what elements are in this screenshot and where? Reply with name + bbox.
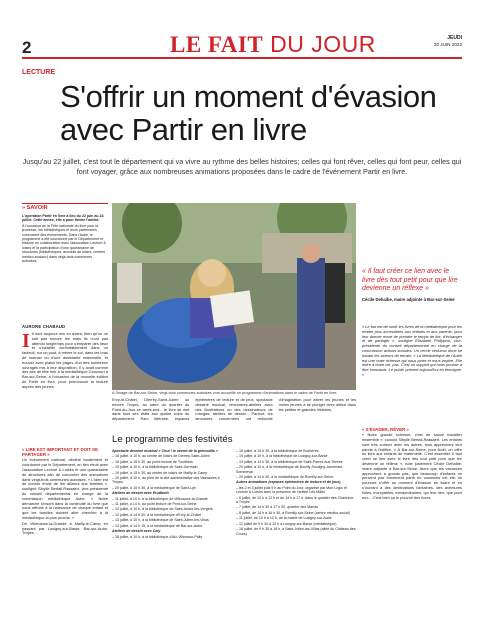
standfirst: Jusqu'au 22 juillet, c'est tout le département qui va vivre au rythme des belles histoires; celles qui font rêver, celles qui font peur, celles qui font voyager, grâce aux nombreuses animations proposées dans le cadre de l'événement Partir en livre. [22, 157, 462, 176]
programme-entry: – 18 juillet, à 15 h 30, au point-lecture de Torvilliers [112, 459, 193, 464]
body-paragraph: « Le but est de sortir les livres de la médiathèque pour les rendre plus accessibles aux enfants et aux parents, pour leur donner envie de prendre le temps de lire, d'échanger et de partager », souligne Élisabeth Philippon, vice-présidente du conseil départemental en charge de la commission actions sociales. Un cercle vertueux donc se tissant les acteurs de terrain. « La Médiathèque de l'Aube est une vraie richesse qui nous porte et nous inspire. Elle entre à notre vie, pas. C'est un support qui nous pousse à être innovants. Le public présent aujourd'hui en témoigne. » [362, 324, 462, 377]
programme-entry: – 19 juillet, à 15 h 30, au centre de loisirs de Mailly-le-Camp [112, 470, 208, 475]
programme-entry: – 12 juillet de 9 h 30 à 12 h à Lusigny-sur-Barse (médiathèque) [236, 521, 337, 526]
programme-entry: – 11 juillet, à 14 h, au point lecture de Pont-sur-Seine [112, 502, 197, 507]
quote-box-text: Un événement national, décliné localement et coordonné par le Département, en lien étroit avec l'association Lecture & Loisirs et une quarantaine de structures afin de concocter des animations dans vingt-trois communes auboises. « L'idée est de donner envie de lire ailleurs aux familles », souligne Sibylle Bertail-Rassaert, vice-présidente du conseil départemental en charge de la commission médiathèque Aube. « Notre démarche s'inscrit dans la continuité du livre que nous offrons à la naissance de chaque enfant et que les familles doivent aller chercher à la médiathèque la plus proche. » [22, 457, 108, 520]
programme-entry: Spectacle dessiné musical « Chut ! le secret de la grenouille » [112, 449, 218, 453]
programme-title: Le programme des festivités [112, 434, 233, 445]
programme-entry: – 7 juillet, de 14 h 30 à 17 h 30, quartier des Marots [236, 505, 319, 510]
quote-box-title: « LIRE EST IMPORTANT ET DOIT SE PARTAGER » [22, 447, 99, 458]
box-2-title: « S'ÉVADER, RÊVER » [362, 427, 409, 432]
body-column-3 [362, 325, 462, 379]
pull-quote [362, 268, 462, 302]
photo-caption: À l'image de Bar-sur-Seine, vingt-trois communes auboises vont accueillir un programme d'animations dans le cadre de Partir en livre. [112, 391, 338, 395]
programme-entry: – les 2 et 3 juillet puis 9 h au Point du Jour, organisé par Mon Logis et Lecture & Loisirs avec la présence de l'artiste Léo Malki [236, 485, 347, 495]
headline-line-1: S'offrir un moment d'évasion [60, 79, 437, 114]
programme-column-2 [236, 449, 356, 537]
box-2-text: « Notre grande richesse, c'est de savoir travailler ensemble », conclut Sibylle Bertail-Rassaert. Les enfants sont très curieux avec les autres, tous apprennent leur parole à l'édifice. « À Bar-sur-Seine, pour Noël, on offre un livre aux enfants de maternelle. C'est essentiel. Il faut créer ce lien avec le livre dès tout petit pour que lire devienne un réflexe », note justement Cécile Dehaibe, maire adjointe à Bar-sur-Seine. Alors que les vacances approchent à grands pas, que beaucoup d'enfants ne peuvent pas forcément partir en vacances cet été, ils pourront s'offrir un moment d'évasion en lisant et en s'ouvrant à des destinations lointaines, des aventures folles, incroyables, extraordinaires, qui leur rien, que pour eux... C'est bien ça le pouvoir des livres. [362, 432, 462, 500]
body-paragraph: Ervy-le-Châtel, Dierrey-Saint-Julien ou encore Troyes, au cœur du quartier du Point-du-Jour ce week-end... le livre se met dans tous ses états aux quatre coins du département. Parc littéraire, espaces éphémères de lecture et de jeux, spectacle dessiné musical, rencontres-ateliers avec des illustrateurs ou des dessinateurs de mangas, ateliers de dessin... Partout, les structures concernées ont redoublé d'imagination pour attirer les jeunes et les moins jeunes à se plonger avec délice dans les petites et grandes histoires. [112, 397, 356, 422]
programme-entry: – 18 juillet, à 10 h, au centre de loisirs de Dierrey-Saint-Julien [112, 454, 210, 459]
quote-box-1 [22, 447, 108, 537]
headline [60, 80, 480, 146]
quote-box-signoff: De Villenauxe-la-Grande à Mailly-le-Camp en passant par Lusigny-sur-Barse, Bar-sur-Aube, Troyes... [22, 520, 108, 536]
savoir-heading-text: SAVOIR [26, 205, 48, 211]
savoir-content [22, 214, 108, 263]
programme-entry: – 12 juillet, à 14 h 30, à la médiathèque d'Ervy-le-Châtel [112, 512, 202, 517]
drop-cap: I [22, 330, 30, 352]
photo-illustration [112, 203, 356, 390]
programme-entry: – 13 juillet, à 10 h, à la bibliothèque de Saint-Julien-les-Villas [112, 518, 209, 523]
section-title-bold: LE FAIT [170, 32, 264, 57]
programme-entry: Ateliers de dessin avec Caly [112, 529, 161, 534]
programme-entry: – 6 juillet, de 10 h à 12 h et de 14 h à 17 h, dans le quartier des Chartreux à Troyes [236, 495, 354, 505]
programme-entry: Autres animations (espaces éphémères de lecture et de jeux) [236, 480, 341, 485]
programme-entry: – 20 juillet, à 15 h 30, à la médiathèque de Saint-Lyé. [112, 485, 197, 490]
programme-entry: – 20 juillet, à 14 h 30, à la médiathèque de Romilly-sur-Seine. [236, 475, 335, 480]
issue-date: 30 JUIN 2022 [433, 42, 462, 47]
body-paragraph: Il sont toujours mis en avant, bien qu'on ne sait pas encore lire mais ils n'ont pas attendu longtemps pour s'emparer des lieux et s'installer confortablement dans un fauteuil, sur un pouf, à même le sol, dans les bras de maman ou d'une assistante maternelle, et trouver avec plaisir les pages d'un des nombreux ouvrages mis à leur disposition. Il y avait comme des airs de fête hier à la médiathèque Gonzourt à Bar-sur-Seine, à l'occasion de la nouvelle édition de Partir en livre, pour promouvoir la lecture auprès des jeunes. [22, 331, 108, 389]
programme-entry: – 18 juillet, à 10 h, à la bibliothèque d'Aix-Villemaur-Pâlis [112, 534, 203, 539]
programme-entry: – 18 juillet, à 14 h 30, à la bibliothèque de Buchères [236, 449, 319, 453]
programme-entry: – 19 juillet, à 10 h, à la bibliothèque de Saint-Germain [112, 465, 198, 470]
programme-entry: – 19 juillet, à 10 h, à la bibliothèque de Lusigny-sur-Barse [236, 454, 328, 459]
programme-entry: – 20 juillet, à 10 h, à la médiathèque de Bouilly-Souligny-Javernant-Sommeval [236, 465, 344, 474]
savoir-item: À l'occasion de la Fête nationale du livre pour la jeunesse, les bibliothèques et leurs partenaires concoctent des événements. Dans l'Aube, le programme a été coordonné par le Département et élaboré en collaboration avec l'association Lecture & loisirs et la participation d'une quarantaine de structures (bibliothèques, accueils de loisirs, centres médico-sociaux) dans vingt-trois communes auboises. [22, 223, 106, 264]
savoir-item: L'opération Partir en livre a lieu du 22 juin au 24 juillet. Cette année, elle a pour thème l'amitié. [22, 214, 104, 223]
programme-column-1 [112, 449, 230, 540]
pull-quote-text: « Il faut créer ce lien avec le livre dès tout petit pour que lire devienne un réflexe » [362, 268, 458, 293]
programme-entry: – 11 juillet, à 10 h, à la bibliothèque de Villenauxe-la-Grande [112, 496, 208, 501]
programme-entry: – 8 juillet, de 14 h à 16 h 30, à Romilly-sur-Seine (centre médico-social) [236, 510, 350, 515]
pull-quote-author: Cécile Dehaibe, maire adjointe à Bar-sur-Seine [362, 296, 455, 302]
programme-entry: – 13 juillet, à 14 h 15, à la médiathèque de Bar-sur-Aube. [112, 523, 204, 528]
section-title-light: DU JOUR [263, 31, 376, 57]
page-number: 2 [22, 38, 32, 57]
header-rule [22, 57, 462, 59]
programme-entry: – 20 juillet, à 10 h, au pied de la cité administrative des Vassaules à Troyes [112, 476, 220, 485]
issue-day: JEUDI [447, 35, 462, 41]
programme-entry: – 12 juillet, à 10 h, à la bibliothèque de Saint-André-les-Vergers [112, 507, 213, 512]
box-2 [362, 427, 462, 501]
body-column-2 [112, 398, 356, 432]
article-section: LECTURE [22, 69, 56, 76]
programme-entry: Ateliers de dessin avec Erudboth [112, 491, 169, 496]
body-column-1 [22, 332, 108, 391]
section-title [170, 31, 376, 58]
programme-entry: – 11 juillet, de 10 h à 12 h, de la mairie de Lusigny-sur-Aube [236, 516, 332, 521]
programme-entry: – 19 juillet, à 14 h 30, à la bibliothèque de Saint-Parres-aux-Tertres [236, 459, 343, 464]
programme-entry: – 18 juillet, de 9 h 30 à 18 h, à Saint-Julien-les-Villas (allée du Château des Cours). [236, 527, 356, 536]
headline-line-2: avec Partir en livre [60, 112, 307, 147]
article-photo [112, 203, 356, 390]
author-byline: AURORE CHABAUD [22, 324, 66, 329]
savoir-heading: » SAVOIR [22, 203, 108, 212]
savoir-box [22, 203, 108, 264]
